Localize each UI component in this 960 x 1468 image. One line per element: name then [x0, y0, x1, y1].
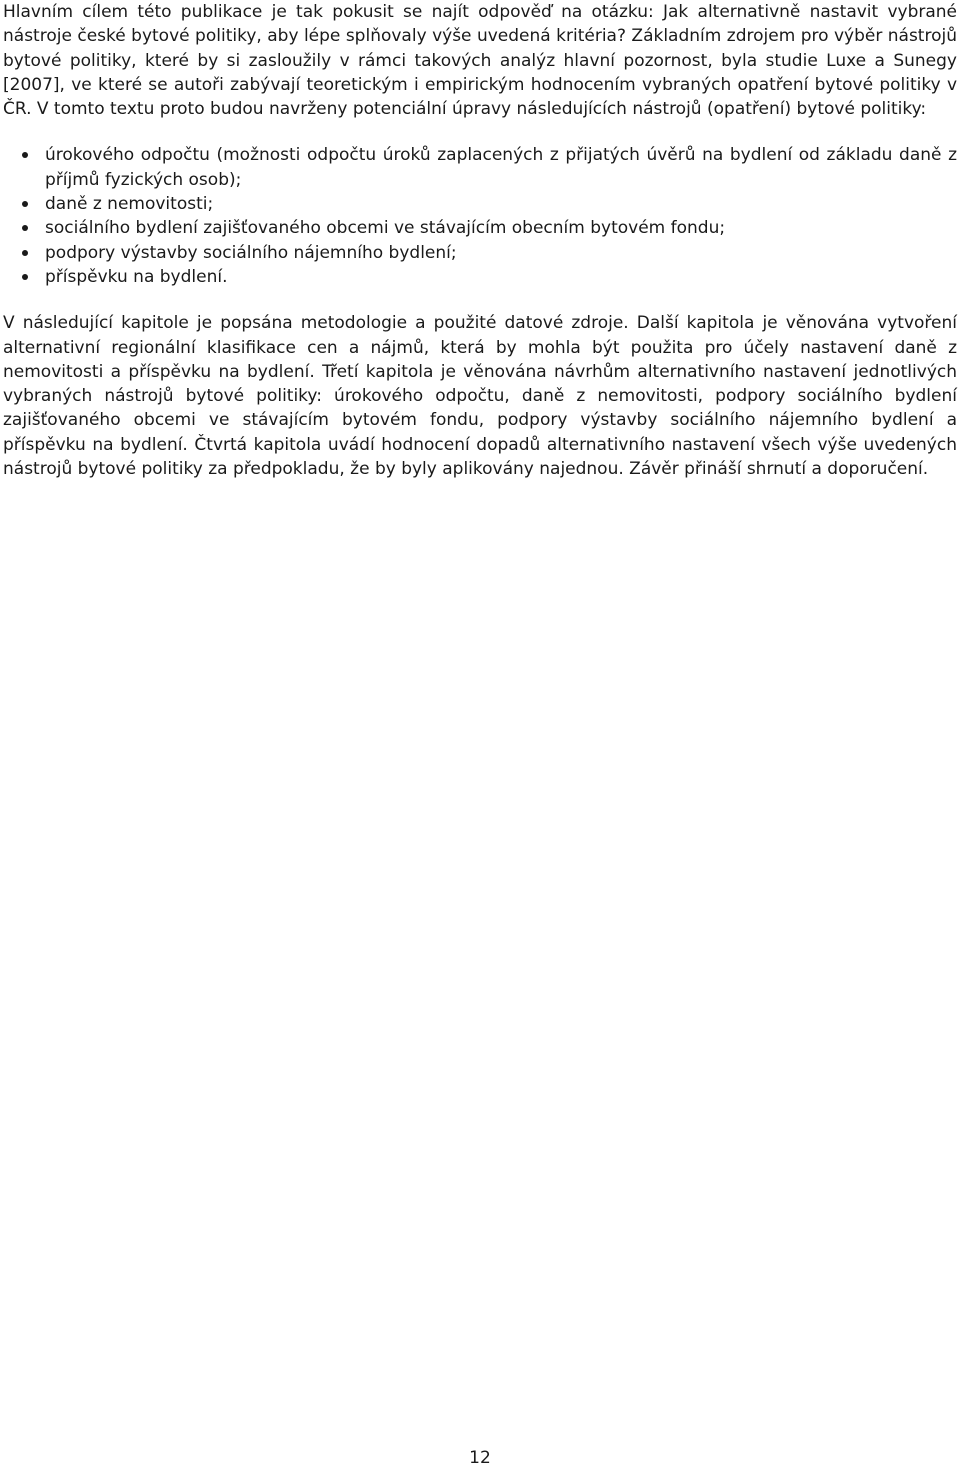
list-item — [45, 143, 957, 192]
list-item — [45, 265, 957, 289]
list-item — [45, 241, 957, 265]
intro-paragraph: Hlavním cílem této publikace je tak pokusit se najít odpověď na otázku: Jak alternativně nastavit vybrané nástroje české bytové politiky, aby lépe splňovaly výše uvedená kritéria? Základním zdrojem pro výběr nástrojů bytové politiky, které by si zasloužily v rámci takových analýz hlavní pozornost, byla studie Luxe a Sunegy [2007], ve které se autoři zabývají teoretickým i empirickým hodnocením vybraných opatření bytové politiky v ČR. V tomto textu proto budou navrženy potenciální úpravy následujících nástrojů (opatření) bytové politiky: — [3, 2, 957, 120]
bullet-icon — [22, 152, 28, 158]
outline-paragraph: V následující kapitole je popsána metodologie a použité datové zdroje. Další kapitola je věnována vytvoření alternativní regionální klasifikace cen a nájmů, která by mohla být použita pro účely nastavení daně z nemovitosti a příspěvku na bydlení. Třetí kapitola je věnována návrhům alternativního nastavení jednotlivých vybraných nástrojů bytové politiky: úrokového odpočtu, daně z nemovitosti, podpory sociálního bydlení zajišťovaného obcemi ve stávajícím bytovém fondu, podpory výstavby sociálního nájemního bydlení a příspěvku na bydlení. Čtvrtá kapitola uvádí hodnocení dopadů alternativního nastavení všech výše uvedených nástrojů bytové politiky za předpokladu, že by byly aplikovány najednou. Závěr přináší shrnutí a doporučení. — [3, 313, 957, 480]
document-page — [3, 0, 957, 481]
list-item-text: příspěvku na bydlení. — [45, 266, 228, 287]
list-item — [45, 192, 957, 216]
list-item-text: sociálního bydlení zajišťovaného obcemi ve stávajícím obecním bytovém fondu; — [45, 218, 726, 239]
bullet-icon — [22, 274, 28, 280]
page-number: 12 — [469, 1448, 491, 1468]
list-item-text: úrokového odpočtu (možnosti odpočtu úroků zaplacených z přijatých úvěrů na bydlení od základu daně z příjmů fyzických osob); — [45, 145, 957, 190]
list-item — [45, 216, 957, 240]
bullet-icon — [22, 250, 28, 256]
instruments-list — [3, 143, 957, 289]
bullet-icon — [22, 201, 28, 207]
list-item-text: podpory výstavby sociálního nájemního bydlení; — [45, 242, 457, 263]
bullet-icon — [22, 225, 28, 231]
list-item-text: daně z nemovitosti; — [45, 194, 214, 215]
